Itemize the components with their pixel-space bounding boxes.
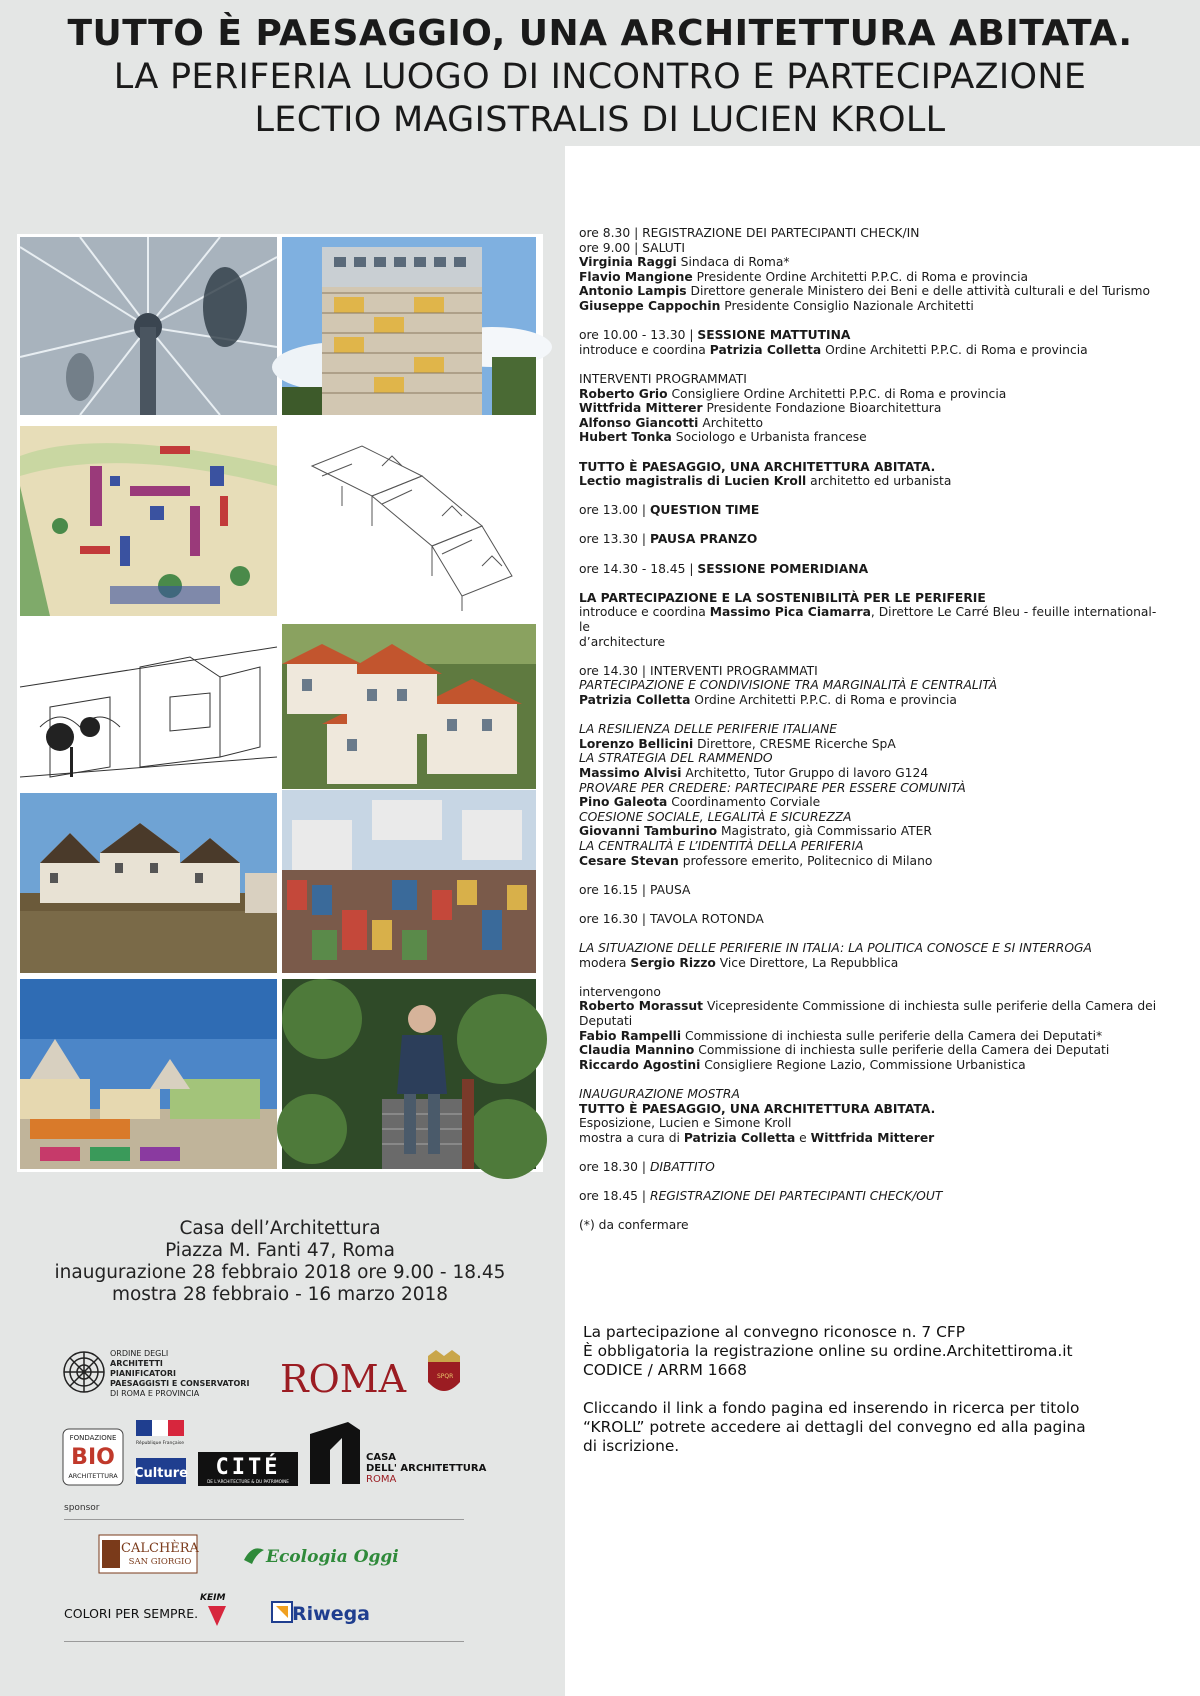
- program-text: e: [795, 1130, 811, 1145]
- program-bold-text: Alfonso Giancotti: [579, 415, 699, 430]
- bio-label: BIO: [71, 1445, 115, 1470]
- calchera-wordmark: CALCHÈRA: [121, 1541, 199, 1556]
- program-line: [579, 401, 1159, 416]
- program-text: introduce e coordina: [579, 605, 710, 620]
- fondazione-label: FONDAZIONE: [69, 1434, 117, 1442]
- program-italic-text: LA SITUAZIONE DELLE PERIFERIE IN ITALIA: LA POLITICA CONOSCE E SI INTERROGA: [579, 941, 1092, 956]
- program-text: Sindaca di Roma*: [676, 255, 790, 270]
- program-spacer: [579, 314, 1159, 329]
- casa-architettura-logo: [308, 1420, 487, 1486]
- sponsor-divider-bottom: [64, 1641, 464, 1642]
- program-text: INTERVENTI PROGRAMMATI: [579, 371, 747, 386]
- program-line: [579, 1058, 1159, 1073]
- program-line: [579, 912, 1159, 927]
- casa-line-3: ROMA: [366, 1474, 397, 1485]
- program-line: [579, 1087, 1159, 1102]
- ordine-line-3: PIANIFICATORI: [110, 1369, 176, 1378]
- sponsor-divider-top: [64, 1519, 464, 1520]
- program-line: [579, 722, 1159, 737]
- program-line: [579, 562, 1159, 577]
- photo-site-plan: [20, 426, 277, 616]
- photo-white-houses: [282, 624, 536, 789]
- program-text: ore 16.30 | TAVOLA ROTONDA: [579, 911, 764, 926]
- program-line: [579, 474, 1159, 489]
- program-line: [579, 605, 1159, 620]
- san-giorgio-label: SAN GIORGIO: [128, 1557, 192, 1567]
- republique-label: République Française: [136, 1441, 184, 1446]
- program-text: Architetto: [698, 415, 764, 430]
- poster-lectio-line: LECTIO MAGISTRALIS DI LUCIEN KROLL: [254, 100, 946, 140]
- program-bold-text: Pino Galeota: [579, 795, 668, 810]
- program-bold-text: Lectio magistralis di Lucien Kroll: [579, 474, 807, 489]
- cfp-registration: È obbligatoria la registrazione online su ordine.Architettiroma.it: [583, 1342, 1073, 1360]
- program-spacer: [579, 708, 1159, 723]
- program-text: Ordine Architetti P.P.C. di Roma e provincia: [690, 693, 957, 707]
- ordine-line-1: ORDINE DEGLI: [110, 1349, 169, 1358]
- program-bold-text: Fabio Rampelli: [579, 1028, 682, 1043]
- cfp-instructions-line-3: di iscrizione.: [583, 1437, 680, 1455]
- program-text: Presidente Consiglio Nazionale Architetti: [720, 298, 974, 313]
- program-text: modera: [579, 955, 631, 970]
- program-spacer: [579, 445, 1159, 460]
- venue-info: [17, 1218, 543, 1306]
- program-bold-text: Lorenzo Bellicini: [579, 736, 694, 751]
- program-bold-text: SESSIONE MATTUTINA: [697, 328, 851, 343]
- program-spacer: [579, 576, 1159, 591]
- program-spacer: [579, 868, 1159, 883]
- photo-lucien-kroll-portrait: [282, 979, 536, 1169]
- program-text: d’architecture: [579, 634, 666, 649]
- program-spacer: [579, 1145, 1159, 1160]
- photo-glass-roof: [20, 237, 277, 415]
- program-bold-text: LA PARTECIPAZIONE E LA SOSTENIBILITÀ PER LE PERIFERIE: [579, 590, 986, 605]
- program-line: [579, 1029, 1159, 1044]
- program-text: (*) da confermare: [579, 1218, 689, 1233]
- program-italic-text: LA RESILIENZA DELLE PERIFERIE ITALIANE: [579, 722, 838, 737]
- program-line: [579, 532, 1159, 547]
- program-line: [579, 1160, 1159, 1175]
- calchera-logo: [98, 1534, 198, 1574]
- program-line: [579, 372, 1159, 387]
- program-text: ore 9.00 | SALUTI: [579, 240, 685, 255]
- keim-slogan: COLORI PER SEMPRE.: [64, 1606, 199, 1621]
- cfp-instructions-line-1: Cliccando il link a fondo pagina ed inserendo in ricerca per titolo: [583, 1399, 1080, 1417]
- program-text: Magistrato, già Commissario ATER: [717, 824, 932, 839]
- program-spacer: [579, 489, 1159, 504]
- program-text: Ordine Architetti P.P.C. di Roma e provincia: [821, 342, 1088, 357]
- photo-school-buildings: [20, 979, 277, 1169]
- program-line: [579, 1116, 1159, 1131]
- program-bold-text: Claudia Mannino: [579, 1043, 695, 1058]
- program-line: [579, 430, 1159, 445]
- program-line: [579, 737, 1159, 752]
- ecologia-wordmark: Ecologia Oggi: [266, 1547, 399, 1567]
- roma-logo: [278, 1348, 468, 1402]
- program-line: [579, 591, 1159, 606]
- program-text: Deputati: [579, 1014, 633, 1029]
- program-italic-text: INAUGURAZIONE MOSTRA: [579, 1087, 740, 1102]
- architettura-label: ARCHITETTURA: [68, 1472, 118, 1480]
- program-line: [579, 766, 1159, 781]
- program-text: Consigliere Regione Lazio, Commissione Urbanistica: [700, 1057, 1026, 1072]
- program-text: ore 14.30 - 18.45 |: [579, 561, 698, 576]
- program-text: ore 18.45 |: [579, 1189, 650, 1204]
- program-bold-text: TUTTO È PAESAGGIO, UNA ARCHITETTURA ABITATA.: [579, 459, 936, 474]
- ordine-line-5: DI ROMA E PROVINCIA: [110, 1389, 200, 1398]
- program-text: Sociologo e Urbanista francese: [671, 430, 867, 445]
- program-text: Vice Direttore, La Repubblica: [715, 955, 899, 970]
- ordine-line-2: ARCHITETTI: [110, 1359, 163, 1368]
- program-line: [579, 635, 1159, 650]
- program-spacer: [579, 970, 1159, 985]
- exhibition-dates: mostra 28 febbraio - 16 marzo 2018: [111, 1284, 449, 1305]
- program-text: ore 14.30 | INTERVENTI PROGRAMMATI: [579, 663, 818, 678]
- ministere-culture-logo: [134, 1418, 188, 1486]
- program-line: [579, 460, 1159, 475]
- program-line: [579, 1102, 1159, 1117]
- program-italic-text: REGISTRAZIONE DEI PARTECIPANTI CHECK/OUT: [649, 1189, 943, 1204]
- program-italic-text: DIBATTITO: [649, 1160, 715, 1174]
- program-text: professore emerito, Politecnico di Milano: [678, 853, 933, 868]
- program-text: Direttore, CRESME Ricerche SpA: [693, 736, 896, 751]
- program-line: [579, 1131, 1159, 1146]
- program-bold-text: Roberto Morassut: [579, 999, 704, 1014]
- photo-colorful-facade: [282, 790, 536, 973]
- program-line: [579, 1218, 1159, 1233]
- photo-axonometric-sketch: [282, 426, 536, 616]
- venue-address: Piazza M. Fanti 47, Roma: [165, 1240, 395, 1261]
- program-bold-text: Giovanni Tamburino: [579, 824, 718, 839]
- program-spacer: [579, 547, 1159, 562]
- program-italic-text: PROVARE PER CREDERE: PARTECIPARE PER ESSERE COMUNITÀ: [579, 780, 966, 795]
- program-spacer: [579, 1204, 1159, 1219]
- keim-logo: [62, 1590, 242, 1630]
- program-line: [579, 343, 1159, 358]
- program-spacer: [579, 1072, 1159, 1087]
- poster-title: TUTTO È PAESAGGIO, UNA ARCHITETTURA ABITATA.: [67, 13, 1133, 54]
- program-italic-text: COESIONE SOCIALE, LEGALITÀ E SICUREZZA: [579, 809, 852, 824]
- program-bold-text: Antonio Lampis: [579, 284, 687, 299]
- program-line: [579, 693, 1159, 708]
- fondazione-bio-logo: [62, 1428, 126, 1486]
- program-spacer: [579, 518, 1159, 533]
- riwega-logo: [270, 1596, 380, 1626]
- program-bold-text: Giuseppe Cappochin: [579, 298, 721, 313]
- program-text: , Direttore Le Carré Bleu - feuille international-: [870, 605, 1157, 620]
- program-text: Architetto, Tutor Gruppo di lavoro G124: [681, 765, 929, 780]
- program-text: Coordinamento Corviale: [667, 795, 821, 810]
- program-spacer: [579, 1175, 1159, 1190]
- svg-text:SPQR: SPQR: [437, 1373, 454, 1380]
- program-bold-text: PAUSA PRANZO: [649, 532, 758, 547]
- program-text: Vicepresidente Commissione di inchiesta sulle periferie della Camera dei: [703, 999, 1157, 1014]
- program-bold-text: TUTTO È PAESAGGIO, UNA ARCHITETTURA ABITATA.: [579, 1101, 936, 1116]
- program-line: [579, 299, 1159, 314]
- program-line: [579, 620, 1159, 635]
- program-line: [579, 824, 1159, 839]
- photo-tower-building: [282, 237, 536, 415]
- culture-label: Culture: [134, 1466, 188, 1481]
- program-italic-text: LA STRATEGIA DEL RAMMENDO: [579, 751, 773, 766]
- program-bold-text: Wittfrida Mitterer: [810, 1130, 935, 1145]
- program-line: [579, 985, 1159, 1000]
- ordine-line-4: PAESAGGISTI E CONSERVATORI: [110, 1379, 250, 1388]
- casa-line-1: CASA: [366, 1452, 397, 1463]
- program-line: [579, 839, 1159, 854]
- program-bold-text: Flavio Mangione: [579, 269, 693, 284]
- program-line: [579, 664, 1159, 679]
- poster-subtitle: LA PERIFERIA LUOGO DI INCONTRO E PARTECIPAZIONE: [113, 57, 1087, 97]
- program-text: intervengono: [579, 984, 661, 999]
- riwega-wordmark: Riwega: [292, 1603, 371, 1625]
- program-line: [579, 781, 1159, 796]
- program-text: Commissione di inchiesta sulle periferie della Camera dei Deputati*: [681, 1028, 1103, 1043]
- program-bold-text: Wittfrida Mitterer: [579, 401, 703, 416]
- program-text: Presidente Ordine Architetti P.P.C. di Roma e provincia: [692, 269, 1029, 284]
- program-bold-text: Patrizia Colletta: [579, 693, 691, 707]
- program-text: introduce e coordina: [579, 342, 710, 357]
- program-line: [579, 810, 1159, 825]
- program-line: [579, 270, 1159, 285]
- program-line: [579, 854, 1159, 869]
- ecologia-oggi-logo: [242, 1540, 402, 1570]
- cfp-credits: La partecipazione al convegno riconosce n. 7 CFP: [583, 1323, 965, 1341]
- program-text: ore 13.00 |: [579, 503, 650, 518]
- cite-wordmark: CITÉ: [215, 1455, 281, 1480]
- program-line: [579, 795, 1159, 810]
- program-line: [579, 1014, 1159, 1029]
- program-text: Consigliere Ordine Architetti P.P.C. di Roma e provincia: [667, 386, 1007, 401]
- photo-collage: [17, 234, 543, 1172]
- program-line: [579, 751, 1159, 766]
- program-line: [579, 387, 1159, 402]
- program-line: [579, 241, 1159, 256]
- program-text: Esposizione, Lucien e Simone Kroll: [579, 1116, 792, 1131]
- program-spacer: [579, 927, 1159, 942]
- program-bold-text: QUESTION TIME: [649, 503, 760, 518]
- program-line: [579, 226, 1159, 241]
- program-bold-text: Hubert Tonka: [579, 430, 672, 445]
- keim-wordmark: KEIM: [200, 1593, 226, 1603]
- program-schedule: [579, 226, 1159, 1233]
- program-text: ore 18.30 |: [579, 1160, 650, 1174]
- program-text: ore 10.00 - 13.30 |: [579, 328, 698, 343]
- program-bold-text: SESSIONE POMERIDIANA: [697, 561, 869, 576]
- program-bold-text: Riccardo Agostini: [579, 1057, 701, 1072]
- program-bold-text: Virginia Raggi: [579, 255, 677, 270]
- program-line: [579, 503, 1159, 518]
- program-line: [579, 999, 1159, 1014]
- program-text: ore 16.15 | PAUSA: [579, 882, 691, 897]
- venue-name: Casa dell’Architettura: [179, 1218, 381, 1239]
- program-text: Direttore generale Ministero dei Beni e delle attività culturali e del Turismo: [686, 284, 1151, 299]
- cite-subtitle: DE L'ARCHITECTURE & DU PATRIMOINE: [207, 1479, 289, 1484]
- program-line: [579, 956, 1159, 971]
- program-spacer: [579, 897, 1159, 912]
- program-text: Presidente Fondazione Bioarchitettura: [702, 401, 942, 416]
- cite-architecture-logo: [198, 1452, 298, 1486]
- program-text: architetto ed urbanista: [806, 474, 952, 489]
- photo-street-drawing: [20, 627, 277, 789]
- program-spacer: [579, 357, 1159, 372]
- program-bold-text: Massimo Pica Ciamarra: [709, 605, 871, 620]
- inauguration-date: inaugurazione 28 febbraio 2018 ore 9.00 - 18.45: [54, 1262, 506, 1283]
- program-line: [579, 1043, 1159, 1058]
- program-bold-text: Sergio Rizzo: [630, 955, 716, 970]
- program-italic-text: PARTECIPAZIONE E CONDIVISIONE TRA MARGINALITÀ E CENTRALITÀ: [579, 678, 998, 693]
- ordine-architetti-logo: [62, 1346, 262, 1402]
- program-line: [579, 284, 1159, 299]
- casa-line-2: DELL' ARCHITETTURA: [366, 1463, 487, 1474]
- program-text: ore 13.30 |: [579, 532, 650, 547]
- cfp-info: [583, 1323, 1143, 1456]
- cfp-code: CODICE / ARRM 1668: [583, 1361, 747, 1379]
- cfp-instructions-line-2: “KROLL” potrete accedere ai dettagli del convegno ed alla pagina: [583, 1418, 1086, 1436]
- program-bold-text: Patrizia Colletta: [709, 342, 822, 357]
- program-text: Commissione di inchiesta sulle periferie della Camera dei Deputati: [694, 1043, 1110, 1058]
- roma-wordmark: ROMA: [280, 1357, 407, 1401]
- program-bold-text: Patrizia Colletta: [683, 1130, 796, 1145]
- program-line: [579, 1189, 1159, 1204]
- program-text: le: [579, 620, 590, 635]
- program-line: [579, 883, 1159, 898]
- program-text: ore 8.30 | REGISTRAZIONE DEI PARTECIPANTI CHECK/IN: [579, 226, 920, 240]
- program-bold-text: Roberto Grio: [579, 386, 668, 401]
- program-line: [579, 941, 1159, 956]
- program-line: [579, 416, 1159, 431]
- program-line: [579, 255, 1159, 270]
- program-bold-text: Cesare Stevan: [579, 853, 679, 868]
- program-line: [579, 328, 1159, 343]
- program-italic-text: LA CENTRALITÀ E L’IDENTITÀ DELLA PERIFERIA: [579, 838, 864, 853]
- photo-residential-block: [20, 793, 277, 973]
- program-spacer: [579, 649, 1159, 664]
- program-bold-text: Massimo Alvisi: [579, 765, 682, 780]
- sponsor-label: sponsor: [64, 1503, 100, 1513]
- program-text: mostra a cura di: [579, 1130, 684, 1145]
- program-line: [579, 678, 1159, 693]
- poster-header: [0, 0, 1200, 146]
